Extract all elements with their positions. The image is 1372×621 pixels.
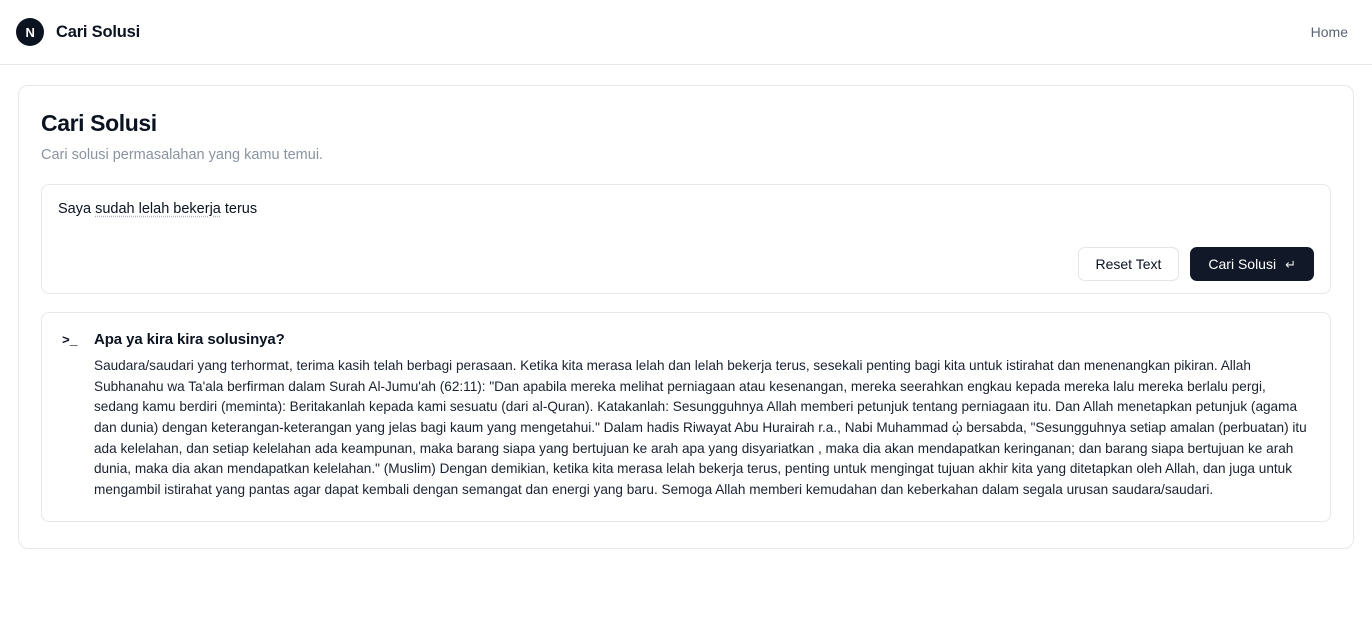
page-title: Cari Solusi: [41, 110, 157, 136]
top-navbar: [0, 0, 1372, 65]
nav-link-home[interactable]: Home: [1310, 24, 1348, 40]
problem-input[interactable]: Saya sudah lelah bekerja terus: [58, 201, 258, 217]
page-subtitle: Cari solusi permasalahan yang kamu temui.: [41, 147, 324, 163]
terminal-prompt-icon: >_: [62, 333, 78, 348]
enter-key-icon: ↵: [1285, 256, 1296, 272]
reset-text-button[interactable]: Reset Text: [1078, 247, 1180, 281]
submit-button-label: Cari Solusi: [1208, 256, 1277, 272]
brand-title: Cari Solusi: [56, 22, 140, 41]
result-text: Saudara/saudari yang terhormat, terima kasih telah berbagi perasaan. Ketika kita merasa lelah dan lelah bekerja terus, sesekali penting bagi kita untuk istirahat dan menenangkan pikiran. Allah Subhanahu wa Ta'ala berfirman dalam Surah Al-Jumu'ah (62:11): "Dan apabila mereka melihat perniagaan atau kesenangan, mereka seerahkan engkau kepada mereka lalu mereka berlalu pergi, sedang kamu berdiri (meminta): Beritakanlah kepada kami sesuatu (dari al-Quran). Katakanlah: Sesungguhnya Allah memberi petunjuk tentang perniagaan itu. Dan Allah menetapkan petunjuk (agama dan dunia) dengan keterangan-keterangan yang jelas bagi kaum yang mengetahui." Dalam hadis Riwayat Abu Hurairah r.a., Nabi Muhammad ᾠ bersabda, "Sesungguhnya setiap amalan (perbuatan) itu ada kelelahan, dan setiap kelelahan ada keampunan, maka barang siapa yang bertujuan ke arah apa yang disyariatkan , maka dia akan mendapatkan keringanan; dan barang siapa bertujuan ke arah dunia, maka dia akan mendapatkan kelelahan." (Muslim) Dengan demikian, ketika kita merasa lelah bekerja terus, penting untuk mengingat tujuan akhir kita yang ditetapkan oleh Allah, dan juga untuk mengambil istirahat yang pantas agar dapat kembali dengan semangat dan energi yang baru. Semoga Allah memberi kemudahan dan keberkahan dalam segala urusan saudara/saudari.: [94, 358, 1307, 497]
brand[interactable]: [16, 18, 140, 46]
page-content: [0, 65, 1372, 569]
result-body: [94, 331, 1310, 501]
submit-button[interactable]: [1190, 247, 1314, 281]
result-title: Apa ya kira kira solusinya?: [94, 331, 285, 348]
result-panel: [41, 312, 1331, 522]
misspelled-word: sudah lelah bekerja: [95, 201, 221, 217]
composer[interactable]: [41, 184, 1331, 294]
composer-actions: [58, 233, 1314, 281]
circle-monogram-icon: N: [16, 18, 44, 46]
main-card: [18, 85, 1354, 549]
